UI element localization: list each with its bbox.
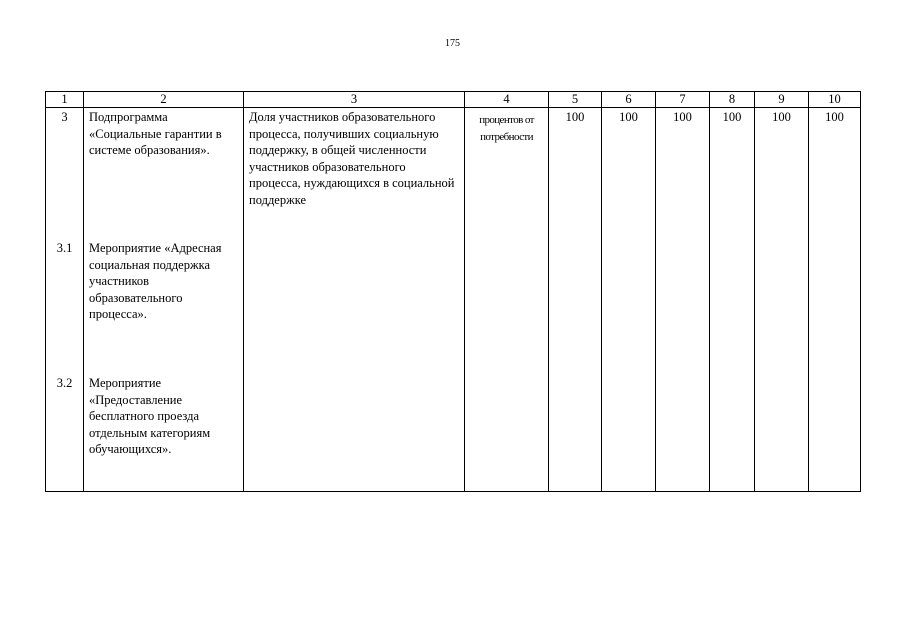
- item-name: Мероприятие «Адресная социальная поддержка участников образовательного процесса».: [89, 241, 222, 321]
- header-col-6: 6: [602, 92, 656, 108]
- header-col-3: 3: [244, 92, 465, 108]
- item-number-cell: [46, 108, 84, 492]
- item-name: Мероприятие «Предоставление бесплатного проезда отдельным категориям обучающихся».: [89, 376, 211, 456]
- value-cell-col-8: 100: [710, 108, 755, 492]
- item-name: Подпрограмма «Социальные гарантии в системе образования».: [89, 110, 222, 157]
- item-name-cell: [84, 108, 244, 492]
- value-cell-col-9: 100: [755, 108, 809, 492]
- header-col-10: 10: [809, 92, 861, 108]
- item-number: 3.1: [56, 241, 73, 255]
- program-indicators-table: [45, 91, 861, 492]
- header-col-9: 9: [755, 92, 809, 108]
- value-cell-col-10: 100: [809, 108, 861, 492]
- item-number: 3: [61, 110, 68, 124]
- header-row: [46, 92, 861, 108]
- header-col-2: 2: [84, 92, 244, 108]
- header-col-1: 1: [46, 92, 84, 108]
- header-col-7: 7: [656, 92, 710, 108]
- value-cell-col-7: 100: [656, 108, 710, 492]
- value-cell-col-6: 100: [602, 108, 656, 492]
- header-col-4: 4: [465, 92, 549, 108]
- indicator-cell: Доля участников образовательного процесса, получивших социальную поддержку, в общей численности участников образовательного процесса, нуждающихся в социальной поддержке: [244, 108, 465, 492]
- header-col-8: 8: [710, 92, 755, 108]
- page-number: 175: [445, 38, 460, 49]
- unit-cell: процентов от потребности: [465, 108, 549, 492]
- item-number: 3.2: [56, 376, 73, 390]
- table-row: [46, 108, 861, 492]
- header-col-5: 5: [549, 92, 602, 108]
- value-cell-col-5: 100: [549, 108, 602, 492]
